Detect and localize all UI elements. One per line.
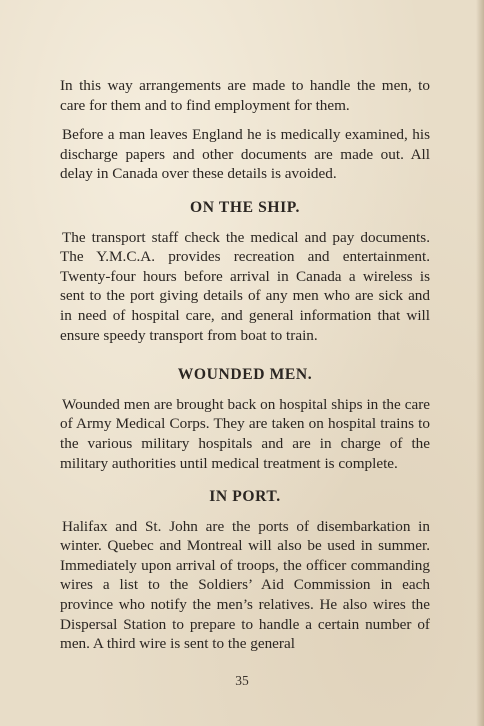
- paragraph-before-leaving: Before a man leaves England he is medically examined, his discharge papers and other documents are made out. All delay in Canada over these details is avoided.: [60, 126, 430, 183]
- heading-wounded-men: WOUNDED MEN.: [177, 366, 313, 384]
- paragraph-arrangements: In this way arrangements are made to handle the men, to care for them and to find employment for them.: [60, 77, 430, 114]
- page-body: [60, 76, 430, 654]
- paragraph-wounded-men: Wounded men are brought back on hospital ships in the care of Army Medical Corps. They are taken on hospital trains to the various military hospitals and are in charge of the military authorities until medical treatment is complete.: [60, 395, 430, 472]
- paragraph-transport-staff: The transport staff check the medical and pay documents. The Y.M.C.A. provides recreation and entertainment. Twenty-four hours before arrival in Canada a wireless is sent to the port giving details of any men who are sick and in need of hospital care, and general information that will ensure speedy transport from boat to train.: [60, 228, 430, 344]
- page-number: 35: [235, 673, 249, 688]
- page-edge-shadow: [476, 0, 484, 726]
- heading-on-the-ship: ON THE SHIP.: [190, 198, 300, 216]
- paragraph-ports: Halifax and St. John are the ports of disembarkation in winter. Quebec and Montreal will also be used in summer. Immediately upon arrival of troops, the officer commanding wires a list to the Soldiers’ Aid Commission in each province who notify the men’s relatives. He also wires the Dispersal Station to prepare to handle a certain number of men. A third wire is sent to the general: [60, 517, 430, 653]
- heading-in-port: IN PORT.: [209, 488, 281, 506]
